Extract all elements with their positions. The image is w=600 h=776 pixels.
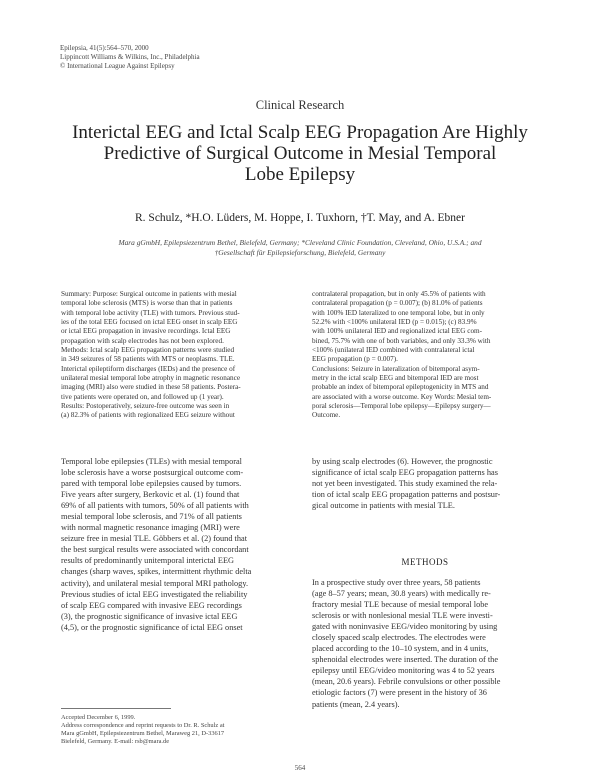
body-text-line: not yet been investigated. This study examined the rela- bbox=[312, 479, 498, 489]
journal-header bbox=[60, 44, 360, 71]
body-text-line: significance of ictal scalp EEG propagation patterns has bbox=[312, 468, 498, 478]
methods-text-line: fractory mesial TLE because of mesial temporal lobe bbox=[312, 600, 489, 610]
methods-heading: METHODS bbox=[401, 557, 449, 567]
methods-text-line: (age 8–57 years; mean, 30.8 years) with medically re- bbox=[312, 589, 491, 599]
abstract-line: Outcome. bbox=[312, 411, 341, 420]
journal-copyright: © International League Against Epilepsy bbox=[60, 62, 175, 70]
body-text-line: of scalp EEG compared with invasive EEG recordings bbox=[61, 600, 242, 610]
abstract-line: Methods: Ictal scalp EEG propagation patterns were studied bbox=[61, 346, 235, 355]
abstract-line: Conclusions: Seizure in lateralization of bitemporal asym- bbox=[312, 364, 480, 373]
abstract-line: propagation with scalp electrodes has not been explored. bbox=[61, 336, 224, 345]
methods-text-line: etiologic factors (7) were present in the history of 36 bbox=[312, 688, 487, 698]
abstract-line: ies of the total EEG focused on ictal EEG onset in scalp EEG bbox=[61, 318, 238, 327]
section-label: Clinical Research bbox=[255, 98, 345, 112]
abstract-line: <100% (unilateral IED combined with contralateral ictal bbox=[312, 346, 475, 355]
footnote bbox=[61, 714, 287, 746]
methods-text-line: (mean, 20.6 years). Febrile convulsions or other possible bbox=[312, 677, 501, 687]
body-text-line: results of predominantly unitemporal interictal EEG bbox=[61, 556, 235, 566]
page-number: 564 bbox=[294, 764, 306, 772]
abstract-left-column bbox=[61, 290, 287, 421]
abstract-line: contralateral propagation (p = 0.007); (b) 81.0% of patients bbox=[312, 299, 483, 308]
methods-text-line: epilepsy until EEG/video monitoring was 4 to 52 years bbox=[312, 666, 495, 676]
methods-text-line: sphenoidal electrodes were inserted. The duration of the bbox=[312, 655, 498, 665]
body-text-line: 69% of all patients with tumors, 50% of all patients with bbox=[61, 501, 249, 511]
body-text-line: the best surgical results were associated with concordant bbox=[61, 545, 249, 555]
abstract-line: imaging (MRI) also were studied in these 58 patients. Postera- bbox=[61, 383, 241, 392]
footnote-line: Address correspondence and reprint requests to Dr. R. Schulz at bbox=[61, 722, 225, 729]
abstract-line: with 100% IED lateralized to one temporal lobe, but in only bbox=[312, 308, 485, 317]
abstract-line: EEG propagation (p = 0.007). bbox=[312, 355, 398, 364]
body-text-line: tion of ictal scalp EEG propagation patterns and postsur- bbox=[312, 490, 501, 500]
methods-text-line: sclerosis or with nonlesional mesial TLE were investi- bbox=[312, 611, 493, 621]
affiliation-line: †Gesellschaft für Epilepsieforschung, Bielefeld, Germany bbox=[214, 248, 386, 257]
body-text-line: Five years after surgery, Berkovic et al. (1) found that bbox=[61, 490, 240, 500]
abstract-line: contralateral propagation, but in only 45.5% of patients with bbox=[312, 290, 486, 298]
affiliation-line: Mara gGmbH, Epilepsiezentrum Bethel, Bielefeld, Germany; *Cleveland Clinic Foundation, Cleveland, Ohio, U.S.A.; and bbox=[118, 238, 482, 247]
body-text-line: by using scalp electrodes (6). However, the prognostic bbox=[312, 457, 493, 466]
abstract-line: with 100% unilateral IED and regionalized ictal EEG com- bbox=[312, 327, 483, 336]
journal-citation: Epilepsia, 41(5):564–570, 2000 bbox=[60, 44, 149, 52]
journal-publisher: Lippincott Williams & Wilkins, Inc., Philadelphia bbox=[60, 53, 200, 61]
title-line: Predictive of Surgical Outcome in Mesial Temporal bbox=[103, 143, 497, 164]
footnote-line: Bielefeld, Germany. E-mail: rsb@mara.de bbox=[61, 738, 170, 745]
footnote-divider bbox=[61, 708, 171, 709]
abstract-line: temporal lobe sclerosis (MTS) is worse than that in patients bbox=[61, 299, 233, 308]
body-text-line: (3), the prognostic significance of invasive ictal EEG bbox=[61, 611, 238, 621]
abstract-line: are associated with a worse outcome. Key Words: Mesial tem- bbox=[312, 392, 492, 401]
author-list: R. Schulz, *H.O. Lüders, M. Hoppe, I. Tuxhorn, †T. May, and A. Ebner bbox=[135, 212, 465, 224]
methods-text-line: In a prospective study over three years, 58 patients bbox=[312, 578, 481, 587]
abstract-line: (a) 82.3% of patients with regionalized EEG seizure without bbox=[61, 411, 235, 420]
footnote-line: Mara gGmbH, Epilepsiezentrum Bethel, Maraweg 21, D-33617 bbox=[61, 730, 225, 737]
abstract-line: tive patients were operated on, and followed up (1 year). bbox=[61, 392, 224, 401]
paper-title bbox=[60, 122, 540, 185]
abstract-line: bined, 75.7% with one of both variables, and only 33.3% with bbox=[312, 336, 491, 345]
methods-text-line: closely spaced scalp electrodes. The electrodes were bbox=[312, 633, 486, 643]
body-text-line: pared with temporal lobe epilepsies caused by tumors. bbox=[61, 479, 242, 489]
methods-text-line: patients (mean, 2.4 years). bbox=[312, 699, 400, 709]
title-line: Interictal EEG and Ictal Scalp EEG Propagation Are Highly bbox=[72, 122, 528, 143]
methods-text-line: gated with noninvasive EEG/video monitoring by using bbox=[312, 622, 498, 632]
abstract-line: Summary: Purpose: Surgical outcome in patients with mesial bbox=[61, 290, 237, 298]
abstract-line: poral sclerosis—Temporal lobe epilepsy—Epilepsy surgery— bbox=[312, 402, 491, 411]
abstract-line: 52.2% with <100% unilateral IED (p = 0.015); (c) 83.9% bbox=[312, 318, 477, 327]
footnote-line: Accepted December 6, 1999. bbox=[61, 714, 136, 721]
title-line: Lobe Epilepsy bbox=[244, 164, 356, 185]
body-text-line: lobe sclerosis have a worse postsurgical outcome com- bbox=[61, 468, 244, 478]
body-text-line: activity), and unilateral mesial temporal MRI pathology. bbox=[61, 578, 249, 588]
body-left-column bbox=[61, 456, 287, 633]
body-text-line: changes (sharp waves, spikes, intermittent rhythmic delta bbox=[61, 567, 252, 577]
abstract-line: or ictal EEG propagation in invasive recordings. Ictal EEG bbox=[61, 327, 231, 336]
abstract-line: with temporal lobe activity (TLE) with tumors. Previous stud- bbox=[61, 308, 240, 317]
body-text-line: Previous studies of ictal EEG investigated the reliability bbox=[61, 589, 248, 599]
body-text-line: with normal magnetic resonance imaging (MRI) were bbox=[61, 523, 240, 533]
methods-text-line: placed according to the 10–10 system, and in 4 units, bbox=[312, 644, 489, 654]
body-text-line: gical outcome in patients with mesial TLE. bbox=[312, 501, 455, 511]
methods-text bbox=[312, 577, 542, 710]
body-text-line: (4,5), or the prognostic significance of ictal EEG onset bbox=[61, 622, 243, 632]
abstract-line: probable an index of bitemporal epileptogenicity in MTS and bbox=[312, 383, 489, 392]
body-text-line: mesial temporal lobe sclerosis, and 71% of all patients bbox=[61, 512, 242, 522]
abstract-line: Interictal epileptiform discharges (IEDs) and the presence of bbox=[61, 364, 236, 373]
body-text-line: Temporal lobe epilepsies (TLEs) with mesial temporal bbox=[61, 457, 242, 466]
affiliations bbox=[80, 238, 520, 258]
body-text-line: seizure free in mesial TLE. Göbbers et al. (2) found that bbox=[61, 534, 247, 544]
abstract-right-column bbox=[312, 290, 538, 421]
abstract-line: unilateral mesial temporal lobe atrophy in magnetic resonance bbox=[61, 374, 241, 383]
abstract-line: in 349 seizures of 58 patients with MTS or neoplasms. TLE. bbox=[61, 355, 235, 364]
body-right-column bbox=[312, 456, 542, 511]
abstract-line: Results: Postoperatively, seizure-free outcome was seen in bbox=[61, 402, 230, 411]
abstract-line: metry in the ictal scalp EEG and bitemporal IED are most bbox=[312, 374, 479, 383]
